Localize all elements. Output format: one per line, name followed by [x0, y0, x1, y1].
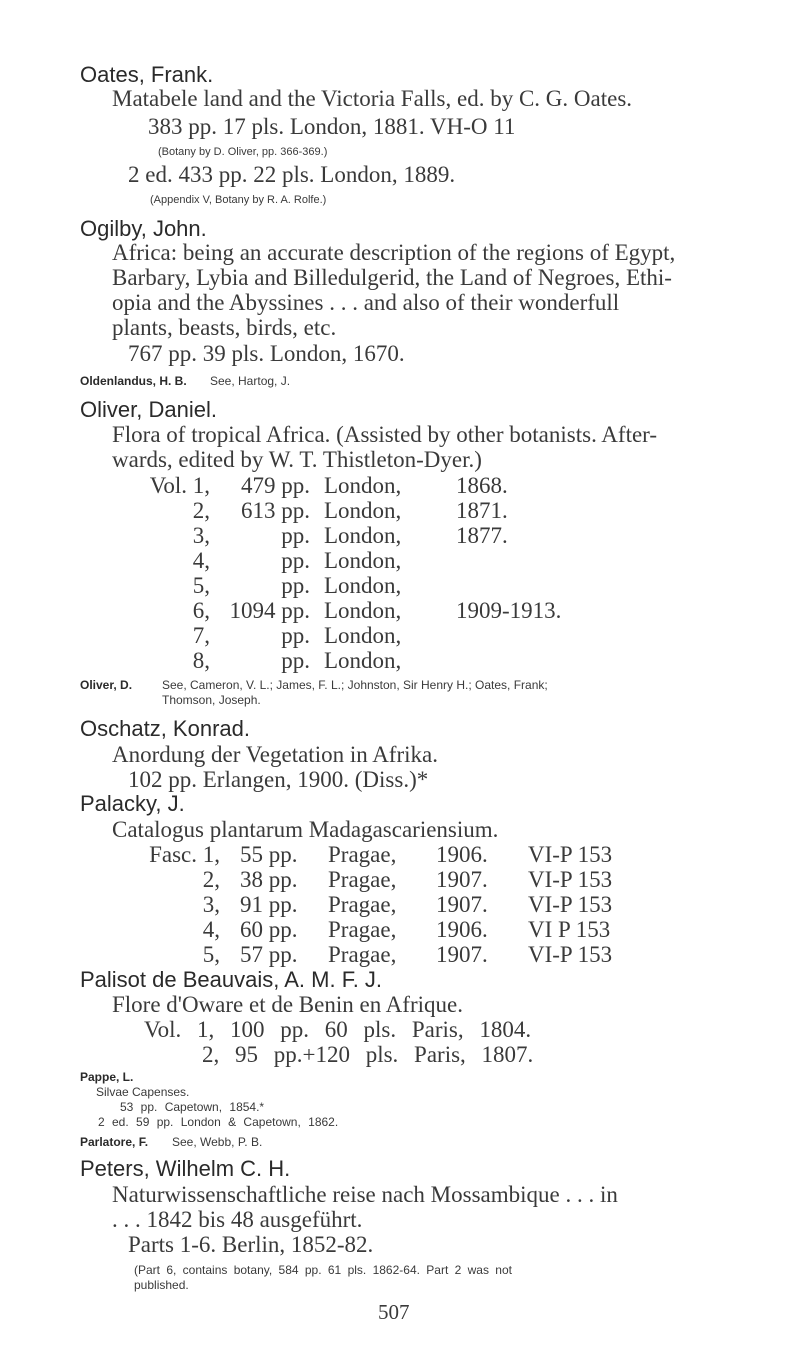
fascicle-place: Pragae, — [328, 842, 397, 867]
volume-pages: pp. — [281, 573, 310, 598]
ogilby-line: 767 pp. 39 pls. London, 1670. — [128, 341, 405, 366]
oates-edition-1: 383 pp. 17 pls. London, 1881. VH-O 11 — [148, 114, 516, 139]
entry-heading-oliver-d: Oliver, D. — [80, 678, 133, 692]
fascicle-shelfmark: VI-P 153 — [528, 892, 613, 917]
entry-heading-peters: Peters, Wilhelm C. H. — [80, 1156, 291, 1181]
volume-number: 8, — [192, 648, 210, 673]
volume-place: London, — [324, 623, 402, 648]
oliver-see-reference: See, Cameron, V. L.; James, F. L.; Johnston, Sir Henry H.; Oates, Frank; — [162, 678, 548, 692]
fascicle-place: Pragae, — [328, 867, 397, 892]
entry-heading-ogilby: Ogilby, John. — [80, 216, 207, 241]
oliver-title-line: wards, edited by W. T. Thistleton-Dyer.) — [112, 447, 482, 472]
fascicle-number: 2, — [202, 867, 220, 892]
fascicle-number: 5, — [202, 942, 220, 967]
fascicle-shelfmark: VI P 153 — [528, 917, 611, 942]
volume-year: 1909-1913. — [456, 598, 562, 623]
fascicle-year: 1906. — [436, 917, 488, 942]
volume-number: 4, — [192, 548, 210, 573]
fascicle-pages: 55 pp. — [240, 842, 298, 867]
peters-title-line: . . . 1842 bis 48 ausgeführt. — [112, 1207, 363, 1232]
volume-number: Vol. 1, — [149, 473, 210, 498]
volume-number: 2, — [192, 498, 210, 523]
fascicle-year: 1907. — [436, 867, 488, 892]
volume-pages: pp. — [281, 648, 310, 673]
volume-pages: 479 pp. — [241, 473, 310, 498]
volume-place: London, — [324, 473, 402, 498]
fascicle-year: 1907. — [436, 892, 488, 917]
peters-note: published. — [134, 1278, 189, 1292]
volume-year: 1868. — [456, 473, 508, 498]
oates-edition-1-note: (Botany by D. Oliver, pp. 366-369.) — [158, 146, 328, 158]
fascicle-pages: 91 pp. — [240, 892, 298, 917]
palisot-volume-2: 2, 95 pp.+120 pls. Paris, 1807. — [202, 1042, 534, 1067]
oates-title: Matabele land and the Victoria Falls, ed. by C. G. Oates. — [112, 86, 633, 111]
volume-place: London, — [324, 573, 402, 598]
fascicle-year: 1906. — [436, 842, 488, 867]
pappe-edition-1: 53 pp. Capetown, 1854.* — [120, 1100, 265, 1114]
fascicle-pages: 57 pp. — [240, 942, 298, 967]
volume-number: 6, — [192, 598, 210, 623]
volume-year: 1877. — [456, 523, 508, 548]
volume-place: London, — [324, 523, 402, 548]
fascicle-number: 3, — [202, 892, 220, 917]
volume-place: London, — [324, 548, 402, 573]
entry-heading-oschatz: Oschatz, Konrad. — [80, 716, 250, 741]
oates-edition-2-note: (Appendix V, Botany by R. A. Rolfe.) — [150, 194, 327, 206]
pappe-title: Silvae Capenses. — [96, 1085, 190, 1099]
entry-heading-oldenlandus: Oldenlandus, H. B. — [80, 374, 187, 388]
volume-number: 7, — [192, 623, 210, 648]
ogilby-line: opia and the Abyssines . . . and also of their wonderfull — [112, 290, 620, 315]
entry-heading-oates: Oates, Frank. — [80, 62, 214, 87]
oates-edition-2: 2 ed. 433 pp. 22 pls. London, 1889. — [128, 162, 456, 187]
volume-pages: pp. — [281, 623, 310, 648]
fascicle-number: 4, — [202, 917, 220, 942]
fascicle-shelfmark: VI-P 153 — [528, 867, 613, 892]
volume-place: London, — [324, 498, 402, 523]
peters-note: (Part 6, contains botany, 584 pp. 61 pls. 1862-64. Part 2 was not — [134, 1263, 512, 1277]
oldenlandus-see-reference: See, Hartog, J. — [210, 374, 291, 388]
volume-pages: 613 pp. — [241, 498, 310, 523]
volume-pages: pp. — [281, 523, 310, 548]
volume-pages: pp. — [281, 548, 310, 573]
fascicle-place: Pragae, — [328, 942, 397, 967]
oliver-title-line: Flora of tropical Africa. (Assisted by other botanists. After- — [112, 422, 658, 447]
oliver-see-reference: Thomson, Joseph. — [162, 693, 261, 707]
fascicle-pages: 60 pp. — [240, 917, 298, 942]
volume-number: 5, — [192, 573, 210, 598]
ogilby-line: Barbary, Lybia and Billedulgerid, the Land of Negroes, Ethi- — [112, 265, 672, 290]
page-number: 507 — [378, 1300, 410, 1324]
peters-title-line: Naturwissenschaftliche reise nach Mossambique . . . in — [112, 1182, 618, 1207]
pappe-edition-2: 2 ed. 59 pp. London & Capetown, 1862. — [98, 1115, 339, 1129]
volume-place: London, — [324, 598, 402, 623]
entry-heading-parlatore: Parlatore, F. — [80, 1135, 149, 1149]
oschatz-title: Anordung der Vegetation in Afrika. — [112, 742, 438, 767]
parlatore-see-reference: See, Webb, P. B. — [172, 1135, 263, 1149]
palisot-volume-1: Vol. 1, 100 pp. 60 pls. Paris, 1804. — [144, 1017, 532, 1042]
fascicle-place: Pragae, — [328, 892, 397, 917]
fascicle-shelfmark: VI-P 153 — [528, 942, 613, 967]
volume-pages: 1094 pp. — [229, 598, 310, 623]
ogilby-line: Africa: being an accurate description of the regions of Egypt, — [112, 240, 676, 265]
peters-parts: Parts 1-6. Berlin, 1852-82. — [128, 1232, 374, 1257]
oschatz-detail: 102 pp. Erlangen, 1900. (Diss.)* — [128, 767, 429, 792]
ogilby-line: plants, beasts, birds, etc. — [112, 315, 337, 340]
entry-heading-palacky: Palacky, J. — [80, 791, 185, 816]
entry-heading-pappe: Pappe, L. — [80, 1070, 134, 1084]
volume-year: 1871. — [456, 498, 508, 523]
entry-heading-oliver: Oliver, Daniel. — [80, 397, 217, 422]
fascicle-year: 1907. — [436, 942, 488, 967]
volume-place: London, — [324, 648, 402, 673]
volume-number: 3, — [192, 523, 210, 548]
fascicle-shelfmark: VI-P 153 — [528, 842, 613, 867]
entry-heading-palisot: Palisot de Beauvais, A. M. F. J. — [80, 967, 383, 992]
fascicle-pages: 38 pp. — [240, 867, 298, 892]
fascicle-number: Fasc. 1, — [149, 842, 220, 867]
palacky-title: Catalogus plantarum Madagascariensium. — [112, 817, 499, 842]
fascicle-place: Pragae, — [328, 917, 397, 942]
palisot-title: Flore d'Oware et de Benin en Afrique. — [112, 992, 463, 1017]
